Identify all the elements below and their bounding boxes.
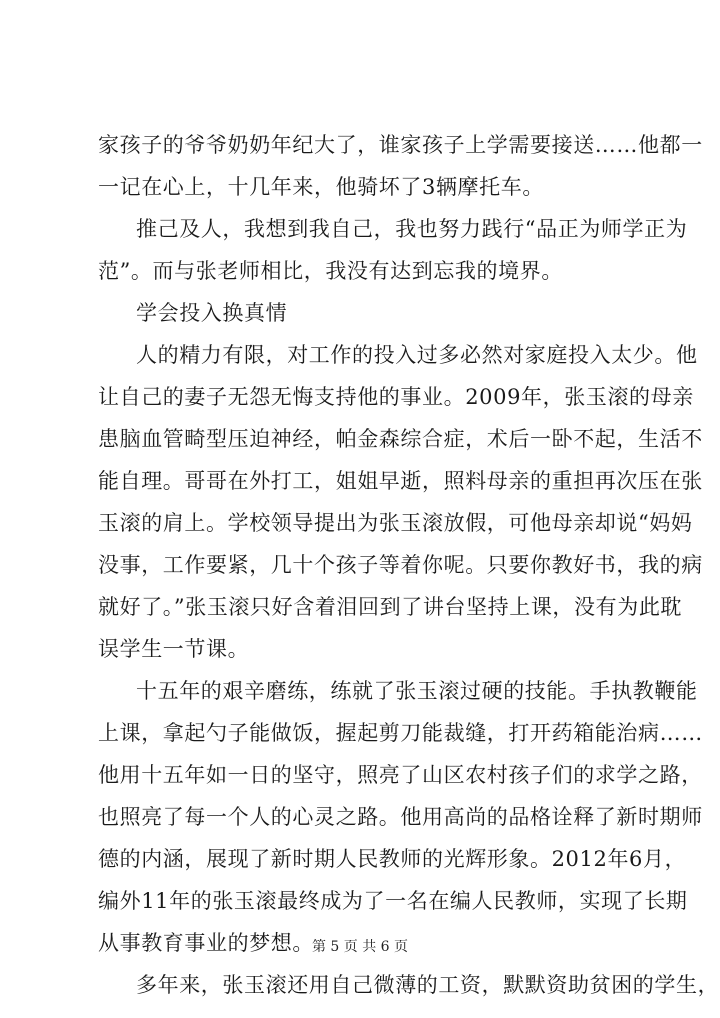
text-line-11: 没事，工作要紧，几十个孩子等着你呢。只要你教好书，我的病 [98, 553, 703, 577]
text-line-6: 人的精力有限，对工作的投入过多必然对家庭投入太少。他 [136, 343, 698, 367]
text-line-2: 一记在心上，十几年来，他骑坏了3辆摩托车。 [98, 175, 544, 199]
text-line-20: 从事教育事业的梦想。 [98, 931, 314, 955]
text-line-8: 患脑血管畸型压迫神经，帕金森综合症，术后一卧不起，生活不 [98, 427, 703, 451]
text-line-18: 德的内涵，展现了新时期人民教师的光辉形象。2012年6月， [98, 847, 687, 871]
text-line-9: 能自理。哥哥在外打工，姐姐早逝，照料母亲的重担再次压在张 [98, 469, 703, 493]
text-line-4: 范”。而与张老师相比，我没有达到忘我的境界。 [98, 259, 563, 283]
text-line-19: 编外11年的张玉滚最终成为了一名在编人民教师，实现了长期 [98, 889, 688, 913]
text-line-14: 十五年的艰辛磨练，练就了张玉滚过硬的技能。手执教鞭能 [136, 679, 698, 703]
text-line-7: 让自己的妻子无怨无悔支持他的事业。2009年，张玉滚的母亲 [98, 385, 694, 409]
text-line-10: 玉滚的肩上。学校领导提出为张玉滚放假，可他母亲却说“妈妈 [98, 511, 693, 535]
text-line-12: 就好了。”张玉滚只好含着泪回到了讲台坚持上课，没有为此耽 [98, 595, 683, 619]
text-line-1: 家孩子的爷爷奶奶年纪大了，谁家孩子上学需要接送……他都一 [98, 133, 703, 157]
section-heading: 学会投入换真情 [136, 301, 288, 325]
text-line-21: 多年来，张玉滚还用自己微薄的工资，默默资助贫困的学生， [136, 973, 720, 997]
text-line-17: 也照亮了每一个人的心灵之路。他用高尚的品格诠释了新时期师 [98, 805, 703, 829]
text-line-15: 上课，拿起勺子能做饭，握起剪刀能裁缝，打开药箱能治病…… [98, 721, 703, 745]
text-line-13: 误学生一节课。 [98, 637, 250, 661]
text-line-16: 他用十五年如一日的坚守，照亮了山区农村孩子们的求学之路， [98, 763, 703, 787]
text-line-3: 推己及人，我想到我自己，我也努力践行“品正为师学正为 [136, 217, 688, 241]
page-number-footer: 第 5 页 共 6 页 [311, 939, 409, 955]
